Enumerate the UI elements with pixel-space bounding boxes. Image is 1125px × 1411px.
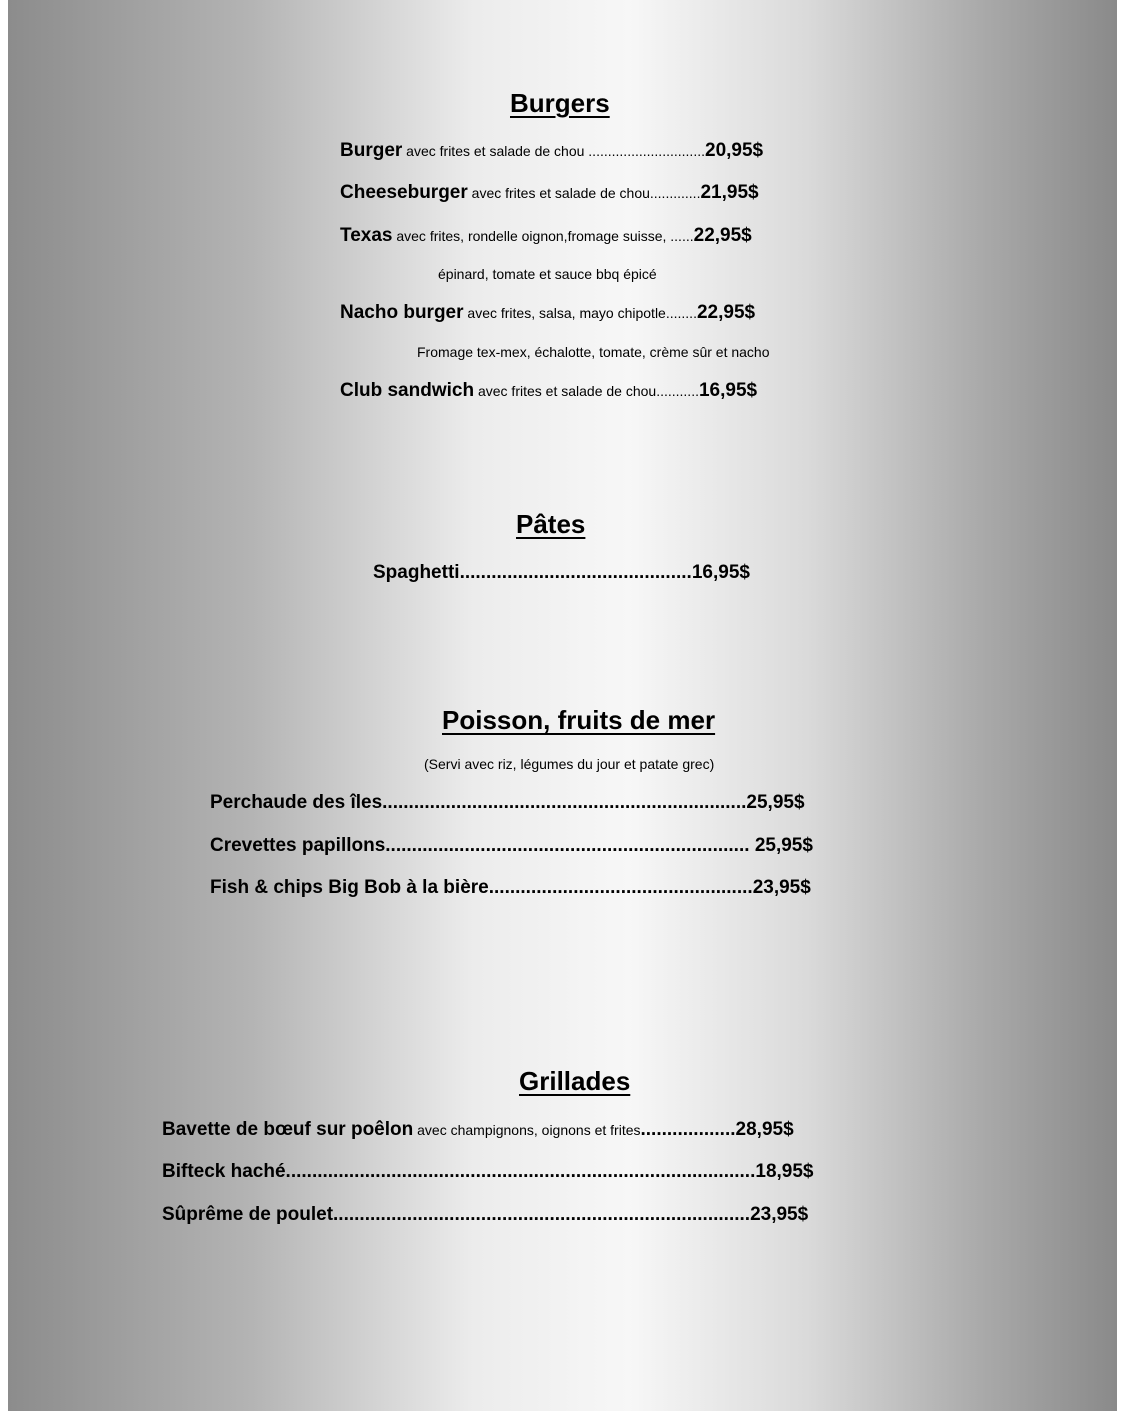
section-note-poisson: (Servi avec riz, légumes du jour et patate grec) (424, 756, 715, 772)
item-name: Perchaude des îles (210, 792, 383, 813)
section-title-grillades: Grillades (519, 1066, 631, 1096)
item-name: Burger (340, 140, 403, 161)
item-description: avec frites et salade de chou .............................. (402, 143, 705, 159)
menu-item-club-sandwich (340, 380, 757, 402)
menu-item-bifteck (162, 1161, 814, 1183)
item-leader-dots: .................. (640, 1119, 736, 1140)
item-name: Crevettes papillons (210, 835, 386, 856)
menu-item-fish-chips (210, 877, 811, 899)
menu-item-crevettes (210, 835, 813, 857)
item-leader-dots: ............................................................................... (333, 1204, 751, 1225)
item-price: 16,95$ (691, 562, 750, 583)
section-title-pates: Pâtes (516, 509, 586, 539)
item-name: Nacho burger (340, 302, 464, 323)
item-leader-dots: ..................................................................... (385, 835, 755, 856)
item-name: Fish & chips Big Bob à la bière (210, 877, 489, 898)
item-name: Cheeseburger (340, 182, 468, 203)
item-description: avec champignons, oignons et frites (413, 1122, 641, 1138)
item-name: Club sandwich (340, 380, 475, 401)
menu-item-perchaude (210, 792, 805, 814)
menu-item-bavette (162, 1119, 794, 1141)
item-leader-dots: ............................................ (459, 562, 692, 583)
item-price: 20,95$ (705, 140, 764, 161)
menu-item-spaghetti (373, 562, 750, 584)
item-price: 23,95$ (752, 877, 811, 898)
section-title-poisson: Poisson, fruits de mer (442, 705, 716, 735)
item-note-nacho-burger: Fromage tex-mex, échalotte, tomate, crème sûr et nacho (417, 344, 770, 360)
item-price: 18,95$ (755, 1161, 814, 1182)
item-leader-dots: ......................................................................................... (285, 1161, 756, 1182)
item-name: Bifteck haché (162, 1161, 286, 1182)
item-price: 23,95$ (750, 1204, 809, 1225)
menu-page (8, 0, 1117, 1411)
menu-item-cheeseburger (340, 182, 759, 204)
item-price: 21,95$ (700, 182, 759, 203)
item-price: 22,95$ (696, 302, 756, 323)
item-price: 25,95$ (754, 835, 813, 856)
menu-item-texas (340, 225, 752, 247)
item-price: 22,95$ (693, 225, 752, 246)
item-name: Texas (340, 225, 393, 246)
menu-item-nacho-burger (340, 302, 755, 324)
item-description: avec frites et salade de chou........... (474, 383, 699, 399)
item-name: Bavette de bœuf sur poêlon (162, 1119, 414, 1140)
item-leader-dots: .................................................. (488, 877, 753, 898)
menu-item-burger (340, 140, 763, 162)
item-leader-dots: ..................................................................... (382, 792, 747, 813)
item-description: avec frites, salsa, mayo chipotle........ (463, 305, 697, 321)
item-name: Spaghetti (373, 562, 460, 583)
item-note-texas: épinard, tomate et sauce bbq épicé (438, 266, 657, 282)
item-name: Sûprême de poulet (162, 1204, 334, 1225)
item-price: 16,95$ (698, 380, 758, 401)
section-title-burgers: Burgers (510, 88, 610, 118)
menu-item-supreme (162, 1204, 808, 1226)
item-price: 25,95$ (746, 792, 805, 813)
item-price: 28,95$ (735, 1119, 794, 1140)
item-description: avec frites, rondelle oignon,fromage suisse, ...... (392, 228, 694, 244)
item-description: avec frites et salade de chou............. (467, 185, 701, 201)
